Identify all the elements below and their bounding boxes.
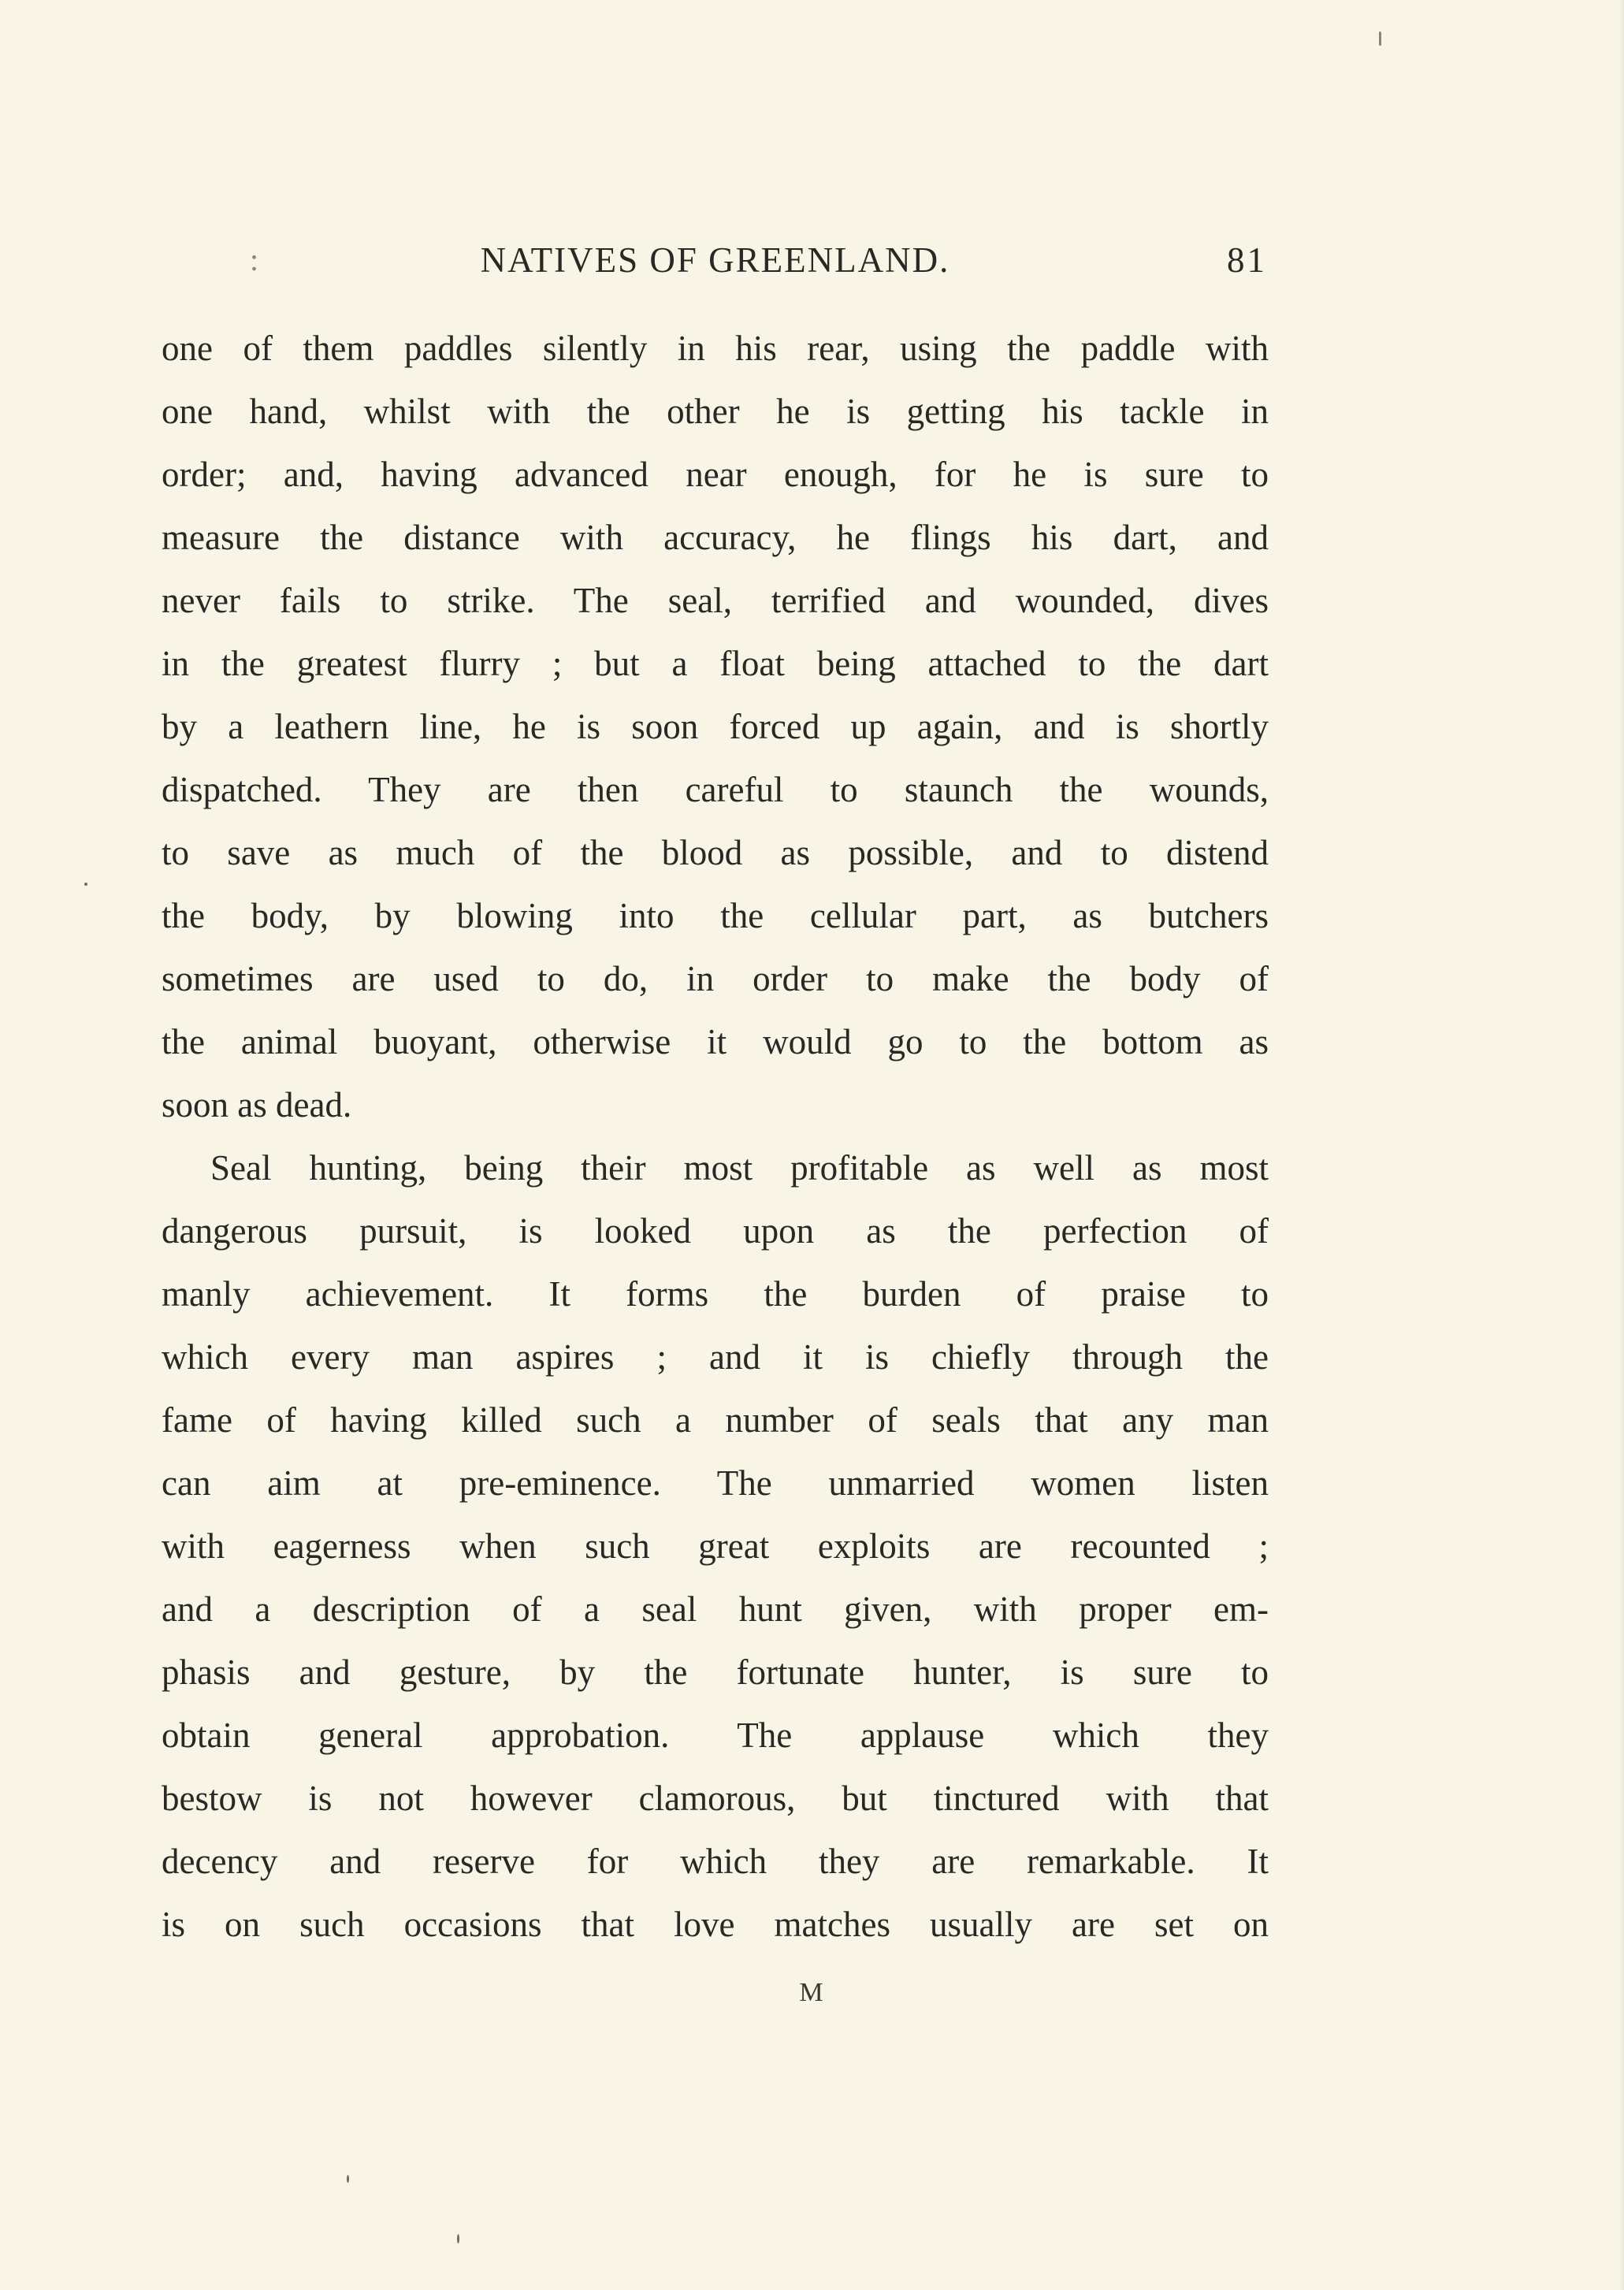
text-line: obtain general approbation. The applause which they	[162, 1716, 1269, 1755]
page-number: 81	[1227, 240, 1267, 280]
paper-speck	[84, 883, 87, 886]
running-title: NATIVES OF GREENLAND.	[480, 240, 950, 280]
body-text	[162, 317, 1269, 1956]
text-line: which every man aspires ; and it is chiefly through the	[162, 1337, 1269, 1377]
paragraph-first-line: Seal hunting, being their most profitable as well as most	[210, 1148, 1269, 1188]
text-line: by a leathern line, he is soon forced up again, and is shortly	[162, 707, 1269, 746]
page-edge-shadow	[1619, 0, 1624, 2290]
paper-speck	[457, 2234, 459, 2244]
text-line: is on such occasions that love matches usually are set on	[162, 1905, 1269, 1944]
text-line: sometimes are used to do, in order to make the body of	[162, 959, 1269, 998]
text-line: dispatched. They are then careful to staunch the wounds,	[162, 770, 1269, 809]
text-line: dangerous pursuit, is looked upon as the perfection of	[162, 1211, 1269, 1251]
text-line: manly achievement. It forms the burden of praise to	[162, 1274, 1269, 1314]
signature-mark: M	[799, 1978, 825, 2007]
text-line: with eagerness when such great exploits are recounted ;	[162, 1526, 1269, 1566]
text-line: fame of having killed such a number of seals that any man	[162, 1400, 1269, 1440]
text-line: phasis and gesture, by the fortunate hunter, is sure to	[162, 1652, 1269, 1692]
stray-mark: :	[250, 242, 259, 277]
text-line: measure the distance with accuracy, he flings his dart, and	[162, 518, 1269, 557]
text-line: one hand, whilst with the other he is getting his tackle in	[162, 392, 1269, 431]
paragraph-end-line: soon as dead.	[162, 1085, 352, 1125]
paper-speck	[1379, 32, 1381, 46]
text-line: decency and reserve for which they are remarkable. It	[162, 1842, 1269, 1881]
text-line: to save as much of the blood as possible, and to distend	[162, 833, 1269, 872]
text-line: bestow is not however clamorous, but tinctured with that	[162, 1779, 1269, 1818]
text-line: can aim at pre-eminence. The unmarried women listen	[162, 1463, 1269, 1503]
text-line: order; and, having advanced near enough, for he is sure to	[162, 455, 1269, 494]
text-line: the body, by blowing into the cellular part, as butchers	[162, 896, 1269, 935]
paper-speck	[347, 2175, 349, 2183]
text-line: the animal buoyant, otherwise it would go to the bottom as	[162, 1022, 1269, 1061]
text-line: never fails to strike. The seal, terrified and wounded, dives	[162, 581, 1269, 620]
text-line: and a description of a seal hunt given, with proper em-	[162, 1589, 1269, 1629]
text-line: in the greatest flurry ; but a float being attached to the dart	[162, 644, 1269, 683]
text-line: one of them paddles silently in his rear, using the paddle with	[162, 329, 1269, 368]
running-header	[162, 236, 1269, 284]
